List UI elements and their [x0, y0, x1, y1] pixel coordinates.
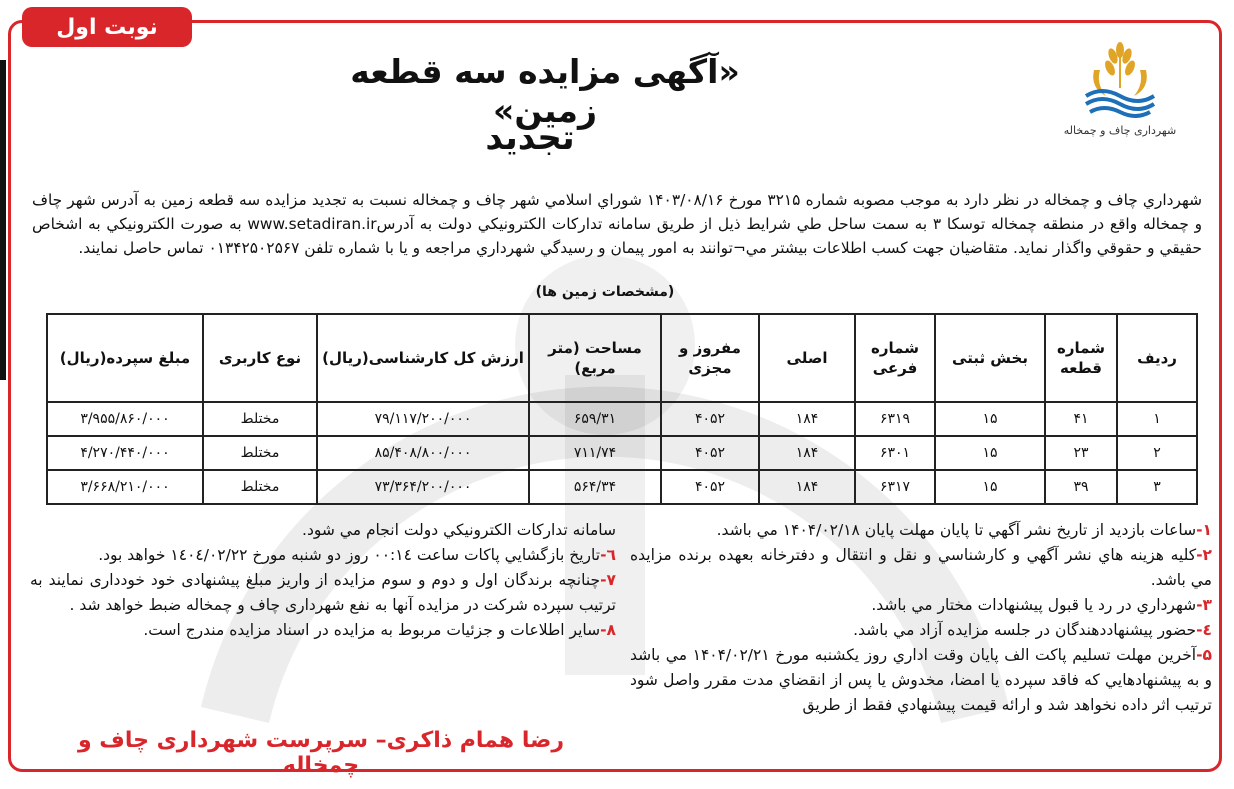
- condition-item: ۳-شهرداري در رد یا قبول پیشنهادات مختار مي باشد.: [871, 596, 1212, 614]
- cell: ۶۳۱۹: [855, 402, 935, 436]
- cell: ۱۵: [935, 402, 1045, 436]
- condition-item: ۸-سایر اطلاعات و جزئیات مربوط به مزایده در اسناد مزایده مندرج است.: [143, 621, 616, 639]
- condition-item: ۵-آخرین مهلت تسلیم پاکت الف پایان وقت اداري روز یکشنبه مورخ ۱۴۰۴/۰۲/۲۱ مي باشد و به پیشنهادهایي که فاقد سپرده یا امضا، مخدوش یا پس از انقضاي مدت مقرر واصل شود ترتیب اثر داده نخواهد شد و ارائه قیمت پیشنهادي فقط از طریق: [630, 646, 1212, 714]
- cell: ۱۸۴: [759, 436, 855, 470]
- cell: ۱۸۴: [759, 402, 855, 436]
- header-row-number: ردیف: [1117, 314, 1197, 402]
- cell: ۴۰۵۲: [661, 470, 759, 504]
- header-separated: مفروز و مجزی: [661, 314, 759, 402]
- table-row: [47, 436, 1197, 470]
- cell: ۱: [1117, 402, 1197, 436]
- header-usage-type: نوع کاربری: [203, 314, 317, 402]
- cell: ۶۵۹/۳۱: [529, 402, 661, 436]
- cell: ۳: [1117, 470, 1197, 504]
- table-header-row: [47, 314, 1197, 402]
- conditions-left-column: [30, 518, 616, 643]
- logo-emblem-icon: [1080, 40, 1160, 118]
- cell: ۳۹: [1045, 470, 1117, 504]
- cell: ۶۳۱۷: [855, 470, 935, 504]
- header-main-number: اصلی: [759, 314, 855, 402]
- page-edge-mark: [0, 60, 6, 380]
- condition-item: سامانه تدارکات الکترونیکي دولت انجام مي شود.: [302, 521, 616, 539]
- condition-item: ۱-ساعات بازدید از تاریخ نشر آگهي تا پایان مهلت پایان ۱۴۰۴/۰۲/۱۸ مي باشد.: [716, 521, 1212, 539]
- cell: ۱۵: [935, 470, 1045, 504]
- table-caption: (مشخصات زمین ها): [535, 284, 675, 300]
- header-deposit: مبلغ سپرده(ریال): [47, 314, 203, 402]
- header-total-value: ارزش کل کارشناسی(ریال): [317, 314, 529, 402]
- cell: ۴/۲۷۰/۴۴۰/۰۰۰: [47, 436, 203, 470]
- cell: ۸۵/۴۰۸/۸۰۰/۰۰۰: [317, 436, 529, 470]
- notice-title: «آگهی مزایده سه قطعه زمین»: [350, 52, 740, 130]
- cell: مختلط: [203, 402, 317, 436]
- header-registry-section: بخش ثبتی: [935, 314, 1045, 402]
- cell: ۲: [1117, 436, 1197, 470]
- header-area: مساحت (متر مربع): [529, 314, 661, 402]
- notice-subtitle: تجدید: [485, 118, 575, 158]
- cell: مختلط: [203, 470, 317, 504]
- condition-item: ۲-کلیه هزینه هاي نشر آگهي و کارشناسي و نقل و انتقال و دفترخانه بعهده برنده مزایده مي باشد.: [630, 546, 1212, 589]
- condition-item: ۷-چنانچه برندگان اول و دوم و سوم مزایده از واریز مبلغ پیشنهادی خود خودداری نمایند به ترتیب سپرده شرکت در مزایده آنها به نفع شهرداری چاف و چمخاله ضبط خواهد شد .: [30, 571, 616, 614]
- municipality-logo: [1060, 40, 1180, 150]
- intro-paragraph: شهرداري چاف و چمخاله در نظر دارد به موجب مصوبه شماره ۳۲۱۵ مورخ ۱۴۰۳/۰۸/۱۶ شوراي اسلامي شهر چاف و چمخاله نسبت به تجدید مزایده سه قطعه زمین به آدرس شهر چاف و چمخاله واقع در منطقه چمخاله توسکا ۳ به سمت ساحل طي شرایط ذیل از طریق سامانه تدارکات الکترونیکي دولت به آدرسwww.setadiran.ir به صورت الکترونیکي به اشخاص حقیقي و حقوقي واگذار نماید. متقاضیان جهت کسب اطلاعات بیشتر مي¬توانند به امور پیمان و رسیدگي شهرداري مراجعه و یا با شماره تلفن ۰۱۳۴۲۵۰۲۵۶۷ تماس حاصل نمایند.: [32, 191, 1203, 257]
- cell: ۴۰۵۲: [661, 436, 759, 470]
- cell: ۴۰۵۲: [661, 402, 759, 436]
- cell: مختلط: [203, 436, 317, 470]
- header-plot-number: شماره قطعه: [1045, 314, 1117, 402]
- land-specs-table: [46, 313, 1198, 505]
- condition-item: ٦-تاریخ بازگشایي پاکات ساعت ۰۰:۱٤ روز دو شنبه مورخ ۱٤۰٤/۰۲/۲۲ خواهد بود.: [98, 546, 616, 564]
- cell: ۴۱: [1045, 402, 1117, 436]
- cell: ۶۳۰۱: [855, 436, 935, 470]
- cell: ۷۳/۳۶۴/۲۰۰/۰۰۰: [317, 470, 529, 504]
- conditions-right-column: [630, 518, 1212, 718]
- table-row: [47, 470, 1197, 504]
- cell: ۳/۹۵۵/۸۶۰/۰۰۰: [47, 402, 203, 436]
- cell: ۷۱۱/۷۴: [529, 436, 661, 470]
- cell: ۳/۶۶۸/۲۱۰/۰۰۰: [47, 470, 203, 504]
- logo-caption: شهرداری چاف و چمخاله: [1063, 124, 1177, 137]
- cell: ۱۸۴: [759, 470, 855, 504]
- cell: ۷۹/۱۱۷/۲۰۰/۰۰۰: [317, 402, 529, 436]
- publication-badge: نوبت اول: [22, 7, 192, 47]
- condition-item: ٤-حضور پیشنهاددهندگان در جلسه مزایده آزاد مي باشد.: [853, 621, 1212, 639]
- table-row: [47, 402, 1197, 436]
- cell: ۲۳: [1045, 436, 1117, 470]
- header-sub-number: شماره فرعی: [855, 314, 935, 402]
- signature-line: رضا همام ذاکری– سرپرست شهرداری چاف و چمخاله: [77, 728, 565, 778]
- cell: ۵۶۴/۳۴: [529, 470, 661, 504]
- cell: ۱۵: [935, 436, 1045, 470]
